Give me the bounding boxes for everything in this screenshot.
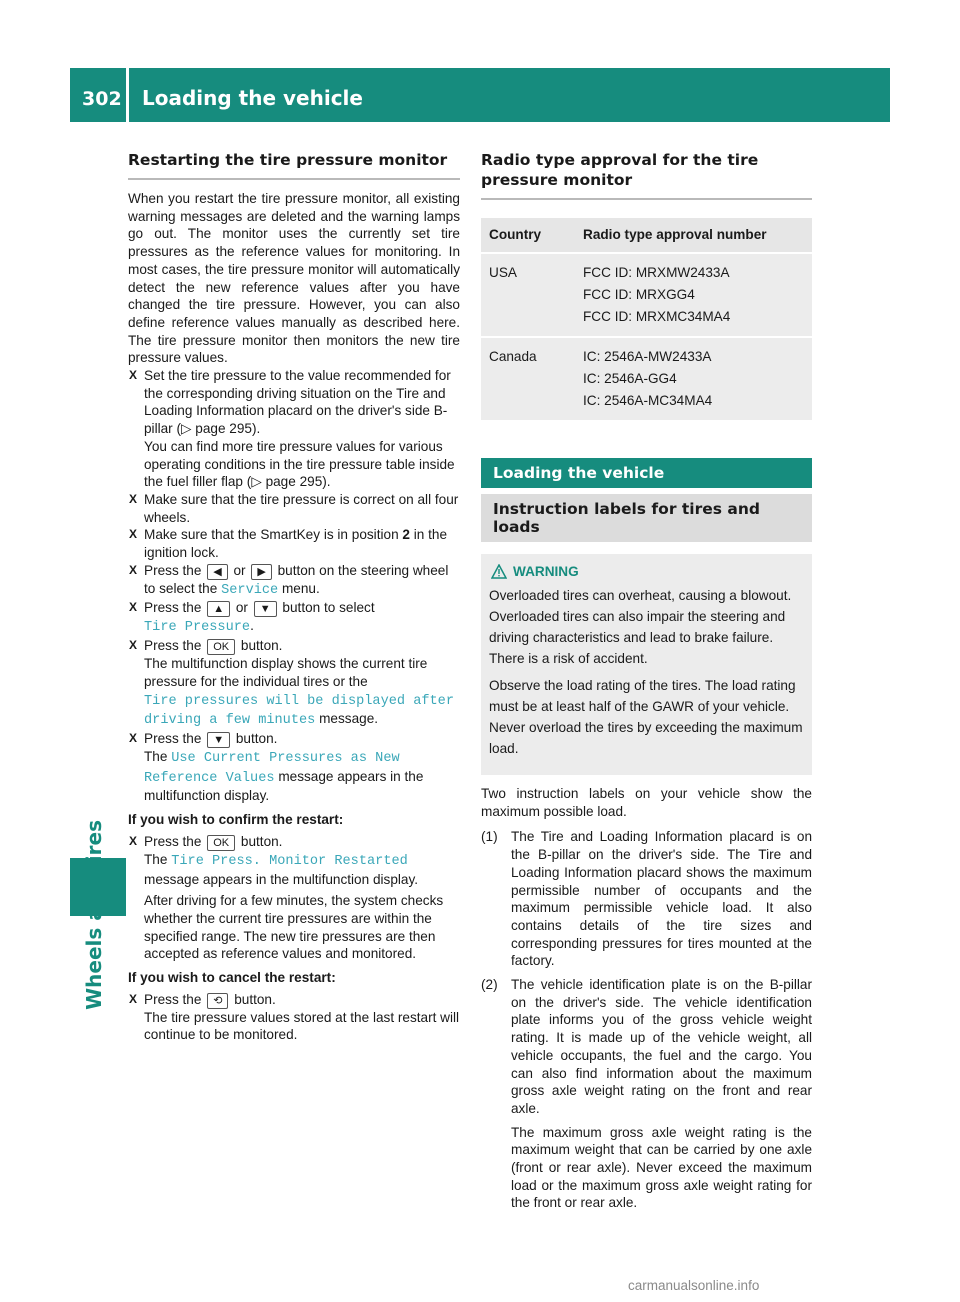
warning-paragraph: Overloaded tires can overheat, causing a blowout. Overloaded tires can also impair the steering and driving characteristics and lead to brake failure. There is a risk of accident. (489, 588, 792, 666)
instruction-labels-list (481, 828, 812, 1212)
step-arrow-icon: X (129, 527, 138, 542)
step-arrow-icon: X (129, 491, 138, 506)
side-tab-marker (70, 858, 126, 916)
step-arrow-icon: X (129, 991, 138, 1006)
section-title-radio: Radio type approval for the tire pressure monitor (481, 150, 812, 200)
menu-tire-pressure: Tire Pressure (144, 620, 251, 636)
step-press-ok: X Press the OK button. The multifunction display shows the current tire pressure for the individual tires or the Tire pressures will be displayed after driving a few minutes message. (129, 638, 454, 729)
page-ref-icon: ▷ (181, 421, 192, 437)
display-message-pressures: Tire pressures will be displayed after driving a few minutes (144, 693, 454, 729)
chapter-band-loading: Loading the vehicle (481, 458, 812, 488)
radio-approval-table (481, 218, 812, 422)
list-item: (2) The vehicle identification plate is on the B-pillar on the driver's side. The vehicle identification plate informs you of the gross vehicle weight rating. It is made up of the vehicle weight, all vehicle occupants, the fuel and the cargo. You can also find information about the maximum gross axle weight rating on the front and rear axle. The maximum gross axle weight rating is the maximum weight that can be carried by one axle (front or rear axle). Never exceed the maximum load or the maximum gross axle weight rating for the front or rear axle. (481, 977, 812, 1211)
ok-key-icon: OK (207, 639, 235, 655)
step-arrow-icon: X (129, 833, 138, 848)
step-smartkey: X Make sure that the SmartKey is in position 2 in the ignition lock. (129, 527, 447, 561)
left-column (128, 150, 460, 1044)
page-number: 302 (82, 88, 122, 110)
confirm-heading: If you wish to confirm the restart: (128, 812, 344, 828)
step-arrow-icon: X (129, 562, 138, 577)
list-item: (1) The Tire and Loading Information placard is on the B-pillar on the driver's side. The Tire and Loading Information placard shows the maximum permissible number of occupants and the maximum permissible vehicle load. It also contains details of the tire sizes and corresponding pressures for tires mounted at the factory. (481, 829, 812, 969)
up-arrow-key-icon: ▲ (207, 601, 230, 617)
step-arrow-icon: X (129, 600, 138, 615)
table-row (481, 337, 812, 421)
intro-paragraph: When you restart the tire pressure monitor, all existing warning messages are deleted and the warning lamps go out. The monitor uses the currently set tire pressures as the reference values for monitoring. In most cases, the tire pressure monitor will automatically detect the new reference values after you have changed the tire pressure. However, you can also define reference values manually as described here. The tire pressure monitor then monitors the new tire pressure values. (128, 191, 460, 366)
step-arrow-icon: X (129, 638, 138, 653)
cell-approval-numbers: IC: 2546A-MW2433A IC: 2546A-GG4 IC: 2546A-MC34MA4 (575, 337, 812, 421)
step-cancel-back: X Press the ⟲ button. The tire pressure values stored at the last restart will continue to be monitored. (129, 991, 460, 1043)
step-select-tire-pressure: X Press the ▲ or ▼ button to select Tire Pressure. (129, 600, 375, 636)
step-check-wheels: X Make sure that the tire pressure is correct on all four wheels. (129, 491, 459, 525)
right-arrow-key-icon: ▶ (251, 564, 271, 580)
display-message-restarted: Tire Press. Monitor Restarted (171, 853, 408, 869)
warning-label: WARNING (513, 564, 579, 579)
confirm-note: After driving for a few minutes, the system checks whether the current tire pressures are within the specified range. The new tire pressures are then accepted as reference values and monitored. (144, 893, 444, 962)
subsection-band-labels: Instruction labels for tires and loads (481, 494, 812, 542)
back-key-icon: ⟲ (207, 993, 228, 1009)
watermark: carmanualsonline.info (628, 1278, 760, 1293)
warning-box (481, 554, 812, 775)
table-header-row (481, 218, 812, 253)
table-row (481, 253, 812, 337)
cell-country: USA (481, 253, 575, 337)
right-column (481, 150, 812, 1218)
cell-country: Canada (481, 337, 575, 421)
column-header-country: Country (481, 218, 575, 253)
ok-key-icon: OK (207, 835, 235, 851)
page-ref-icon: ▷ (251, 474, 262, 490)
restart-steps (128, 367, 460, 438)
menu-service: Service (221, 582, 279, 598)
cancel-heading: If you wish to cancel the restart: (128, 970, 336, 986)
page-header (70, 68, 890, 122)
step-note: You can find more tire pressure values for various operating conditions in the tire pressure table inside the fuel filler flap (▷ page 295). (144, 438, 455, 490)
cell-approval-numbers: FCC ID: MRXMW2433A FCC ID: MRXGG4 FCC ID: MRXMC34MA4 (575, 253, 812, 337)
down-arrow-key-icon: ▼ (207, 732, 230, 748)
step-confirm-ok: X Press the OK button. The Tire Press. Monitor Restarted message appears in the multifunction display. (129, 833, 419, 887)
left-arrow-key-icon: ◀ (207, 564, 227, 580)
step-set-pressure: X Set the tire pressure to the value recommended for the corresponding driving situation on the Tire and Loading Information placard on the driver's side B-pillar (▷ page 295). (129, 368, 451, 437)
step-arrow-icon: X (129, 368, 138, 383)
step-select-service: X Press the ◀ or ▶ button on the steering wheel to select the Service menu. (129, 562, 449, 598)
step-press-down: X Press the ▼ button. The Use Current Pressures as New Reference Values message appears in the multifunction display. (129, 730, 424, 804)
down-arrow-key-icon: ▼ (254, 601, 277, 617)
section-title-restart: Restarting the tire pressure monitor (128, 150, 460, 180)
display-message-use-current: Use Current Pressures as New Reference Values (144, 750, 400, 786)
header-title: Loading the vehicle (142, 86, 363, 110)
warning-triangle-icon (491, 564, 507, 579)
labels-intro: Two instruction labels on your vehicle show the maximum possible load. (481, 786, 812, 819)
step-arrow-icon: X (129, 730, 138, 745)
header-divider (126, 68, 129, 122)
warning-paragraph: Observe the load rating of the tires. The load rating must be at least half of the GAWR of your vehicle. Never overload the tires by exceeding the maximum load. (489, 678, 803, 756)
column-header-approval: Radio type approval number (575, 218, 812, 253)
